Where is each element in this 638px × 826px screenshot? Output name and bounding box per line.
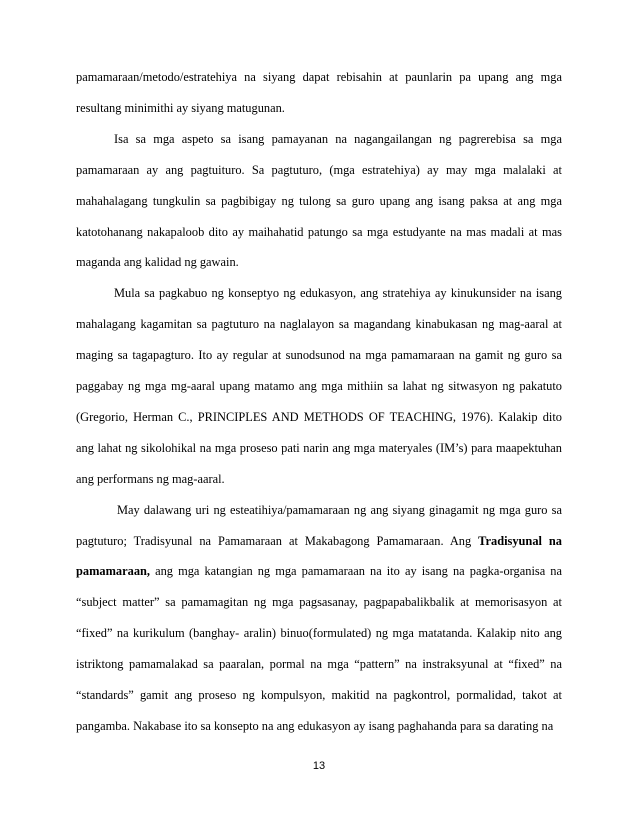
paragraph-line: ang lahat ng sikolohikal na mga proseso pati narin ang mga materyales (IM’s) para maapektuhan [76, 440, 562, 455]
paragraph-line: “subject matter” sa pamamagitan ng mga pagsasanay, pagpapabalikbalik at memorisasyon at [76, 595, 562, 610]
paragraph-line: mahahalagang tungkulin sa pagbibigay ng tulong sa guro upang ang isang paksa at ang mga [76, 193, 562, 208]
paragraph-line: Mula sa pagkabuo ng konseptyo ng edukasyon, ang stratehiya ay kinukunsider na isang [114, 286, 562, 301]
bold-term: pamamaraan, [76, 564, 150, 579]
paragraph-line: (Gregorio, Herman C., PRINCIPLES AND METHODS OF TEACHING, 1976). Kalakip dito [76, 409, 562, 424]
paragraph-line-mixed [76, 533, 562, 549]
paragraph-line: “standards” gamit ang proseso ng kompulsyon, makitid na pagkontrol, pormalidad, takot at [76, 688, 562, 702]
paragraph-line: ang performans ng mag-aaral. [76, 471, 225, 486]
paragraph-line: resultang minimithi ay siyang matugunan. [76, 100, 285, 115]
bold-term: Tradisyunal na [478, 533, 562, 548]
line-text: ang mga katangian ng mga pamamaraan na ito ay isang na pagka-organisa na [155, 564, 562, 579]
paragraph-line: pamamaraan/metodo/estratehiya na siyang dapat rebisahin at paunlarin pa upang ang mga [76, 70, 562, 84]
paragraph-line: pamamaraan ay ang pagtuituro. Sa pagtuturo, (mga estratehiya) ay may mga malalaki at [76, 162, 562, 177]
page-number: 13 [312, 760, 326, 772]
paragraph-line-mixed [76, 563, 562, 579]
paragraph-line: Isa sa mga aspeto sa isang pamayanan na nagangailangan ng pagrerebisa sa mga [114, 131, 562, 146]
paragraph-line: “fixed” na kurikulum (banghay- aralin) binuo(formulated) ng mga matatanda. Kalakip nito ang [76, 626, 562, 641]
paragraph-line: istriktong pamamalakad sa paaralan, pormal na mga “pattern” na instraksyunal at “fixed” na [76, 657, 562, 672]
line-text: pagtuturo; Tradisyunal na Pamamaraan at Makabagong Pamamaraan. Ang [76, 533, 472, 548]
paragraph-line: pangamba. Nakabase ito sa konsepto na ang edukasyon ay isang paghahanda para sa darating na [76, 718, 554, 733]
paragraph-line: May dalawang uri ng esteatihiya/pamamaraan ng ang siyang ginagamit ng mga guro sa [117, 502, 562, 517]
paragraph-line: maging sa tagapagturo. Ito ay regular at sunodsunod na mga pamamaraan na gamit ng guro sa [76, 348, 562, 363]
paragraph-line: mahalagang kagamitan sa pagtuturo na naglalayon sa magandang kinabukasan ng mag-aaral at [76, 317, 562, 332]
paragraph-line: paggabay ng mga mg-aaral upang matamo ang mga mithiin sa lahat ng sitwasyon ng pakatuto [76, 379, 562, 393]
paragraph-line: katotohanang nakapaloob dito ay maihahatid patungo sa mga estudyante na mas madali at mas [76, 224, 562, 239]
paragraph-line: maganda ang kalidad ng gawain. [76, 255, 239, 270]
